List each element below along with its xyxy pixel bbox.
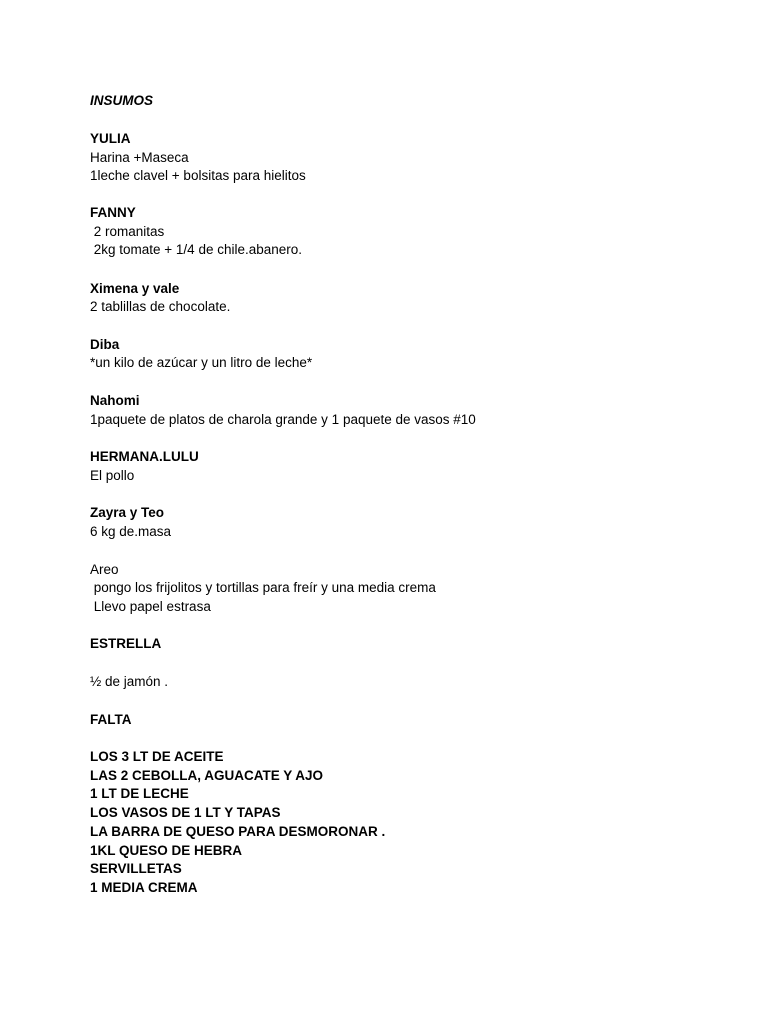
section-item: 2kg tomate + 1/4 de chile.abanero.	[90, 242, 303, 257]
section-item: pongo los frijolitos y tortillas para freír y una media crema	[90, 580, 436, 595]
falta-item: LOS 3 LT DE ACEITE	[90, 749, 224, 764]
falta-item: 1KL QUESO DE HEBRA	[90, 843, 243, 858]
falta-item: 1 MEDIA CREMA	[90, 880, 198, 895]
falta-item: LA BARRA DE QUESO PARA DESMORONAR .	[90, 824, 386, 839]
section-heading-estrella: ESTRELLA	[90, 636, 162, 651]
section-item: *un kilo de azúcar y un litro de leche*	[90, 355, 313, 370]
falta-item: LOS VASOS DE 1 LT Y TAPAS	[90, 805, 281, 820]
section-item: Llevo papel estrasa	[90, 599, 211, 614]
section-heading-areo: Areo	[90, 562, 119, 577]
section-item: Harina +Maseca	[90, 150, 189, 165]
section-heading-hermana-lulu: HERMANA.LULU	[90, 449, 199, 464]
section-heading-zayra-y-teo: Zayra y Teo	[90, 505, 165, 520]
falta-heading: FALTA	[90, 712, 132, 727]
section-item: El pollo	[90, 468, 135, 483]
section-heading-ximena-y-vale: Ximena y vale	[90, 281, 180, 296]
falta-item: LAS 2 CEBOLLA, AGUACATE Y AJO	[90, 768, 324, 783]
falta-item: 1 LT DE LECHE	[90, 786, 189, 801]
section-heading-fanny: FANNY	[90, 205, 136, 220]
section-item: 2 tablillas de chocolate.	[90, 299, 231, 314]
document-title: INSUMOS	[90, 93, 154, 108]
section-item: 2 romanitas	[90, 224, 165, 239]
section-heading-yulia: YULIA	[90, 131, 131, 146]
section-item: 1paquete de platos de charola grande y 1 paquete de vasos #10	[90, 412, 476, 427]
section-item: 6 kg de.masa	[90, 524, 172, 539]
section-heading-diba: Diba	[90, 337, 120, 352]
falta-item: SERVILLETAS	[90, 861, 182, 876]
section-item: 1leche clavel + bolsitas para hielitos	[90, 168, 306, 183]
section-item: ½ de jamón .	[90, 674, 169, 689]
section-heading-nahomi: Nahomi	[90, 393, 140, 408]
